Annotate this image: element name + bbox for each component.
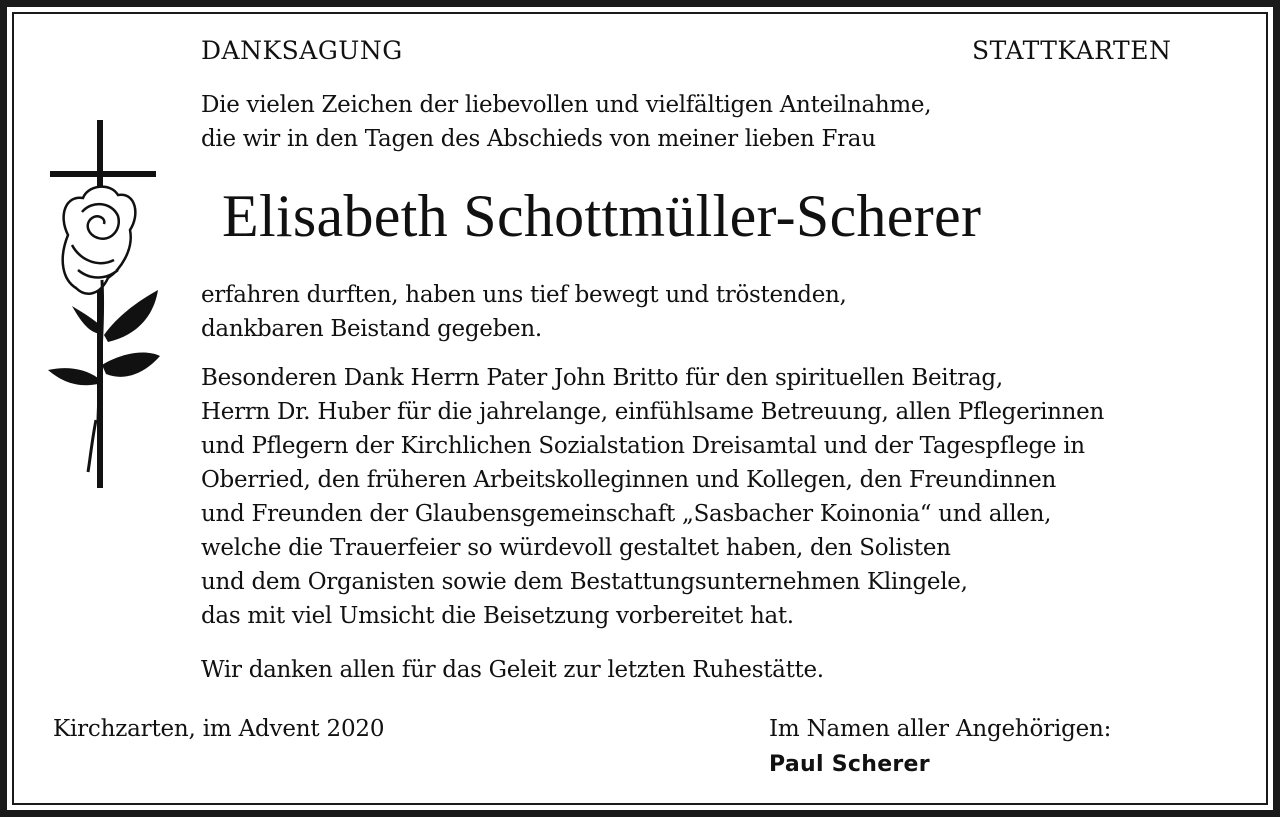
thanks-line: Oberried, den früheren Arbeitskolleginnen und Kollegen, den Freundinnen bbox=[201, 467, 1056, 493]
thanks-line: welche die Trauerfeier so würdevoll gestaltet haben, den Solisten bbox=[201, 535, 951, 561]
on-behalf-label: Im Namen aller Angehörigen: bbox=[769, 716, 1112, 742]
continuation-line: erfahren durften, haben uns tief bewegt und tröstenden, bbox=[201, 282, 847, 308]
thanks-line: und Freunden der Glaubensgemeinschaft „Sasbacher Koinonia“ und allen, bbox=[201, 501, 1052, 527]
signer-name: Paul Scherer bbox=[769, 752, 930, 777]
heading-danksagung: DANKSAGUNG bbox=[201, 36, 403, 65]
place-date: Kirchzarten, im Advent 2020 bbox=[53, 716, 385, 742]
intro-line: die wir in den Tagen des Abschieds von meiner lieben Frau bbox=[201, 126, 876, 152]
thanks-line: und Pflegern der Kirchlichen Sozialstation Dreisamtal und der Tagespflege in bbox=[201, 433, 1085, 459]
continuation-line: dankbaren Beistand gegeben. bbox=[201, 316, 542, 342]
intro-line: Die vielen Zeichen der liebevollen und vielfältigen Anteilnahme, bbox=[201, 92, 932, 118]
closing-line: Wir danken allen für das Geleit zur letzten Ruhestätte. bbox=[201, 657, 824, 683]
heading-stattkarten: STATTKARTEN bbox=[972, 36, 1172, 65]
thanks-line: Besonderen Dank Herrn Pater John Britto für den spirituellen Beitrag, bbox=[201, 365, 1003, 391]
thanks-line: und dem Organisten sowie dem Bestattungsunternehmen Klingele, bbox=[201, 569, 968, 595]
thanks-line: Herrn Dr. Huber für die jahrelange, einfühlsame Betreuung, allen Pflegerinnen bbox=[201, 399, 1104, 425]
cross-with-rose-icon bbox=[48, 120, 164, 490]
intro-paragraph bbox=[201, 88, 931, 156]
continuation-paragraph bbox=[201, 278, 847, 346]
closing-paragraph bbox=[201, 653, 824, 687]
deceased-name: Elisabeth Schottmüller-Scherer bbox=[222, 183, 982, 249]
thanks-paragraph bbox=[201, 361, 1104, 633]
thanks-line: das mit viel Umsicht die Beisetzung vorbereitet hat. bbox=[201, 603, 794, 629]
